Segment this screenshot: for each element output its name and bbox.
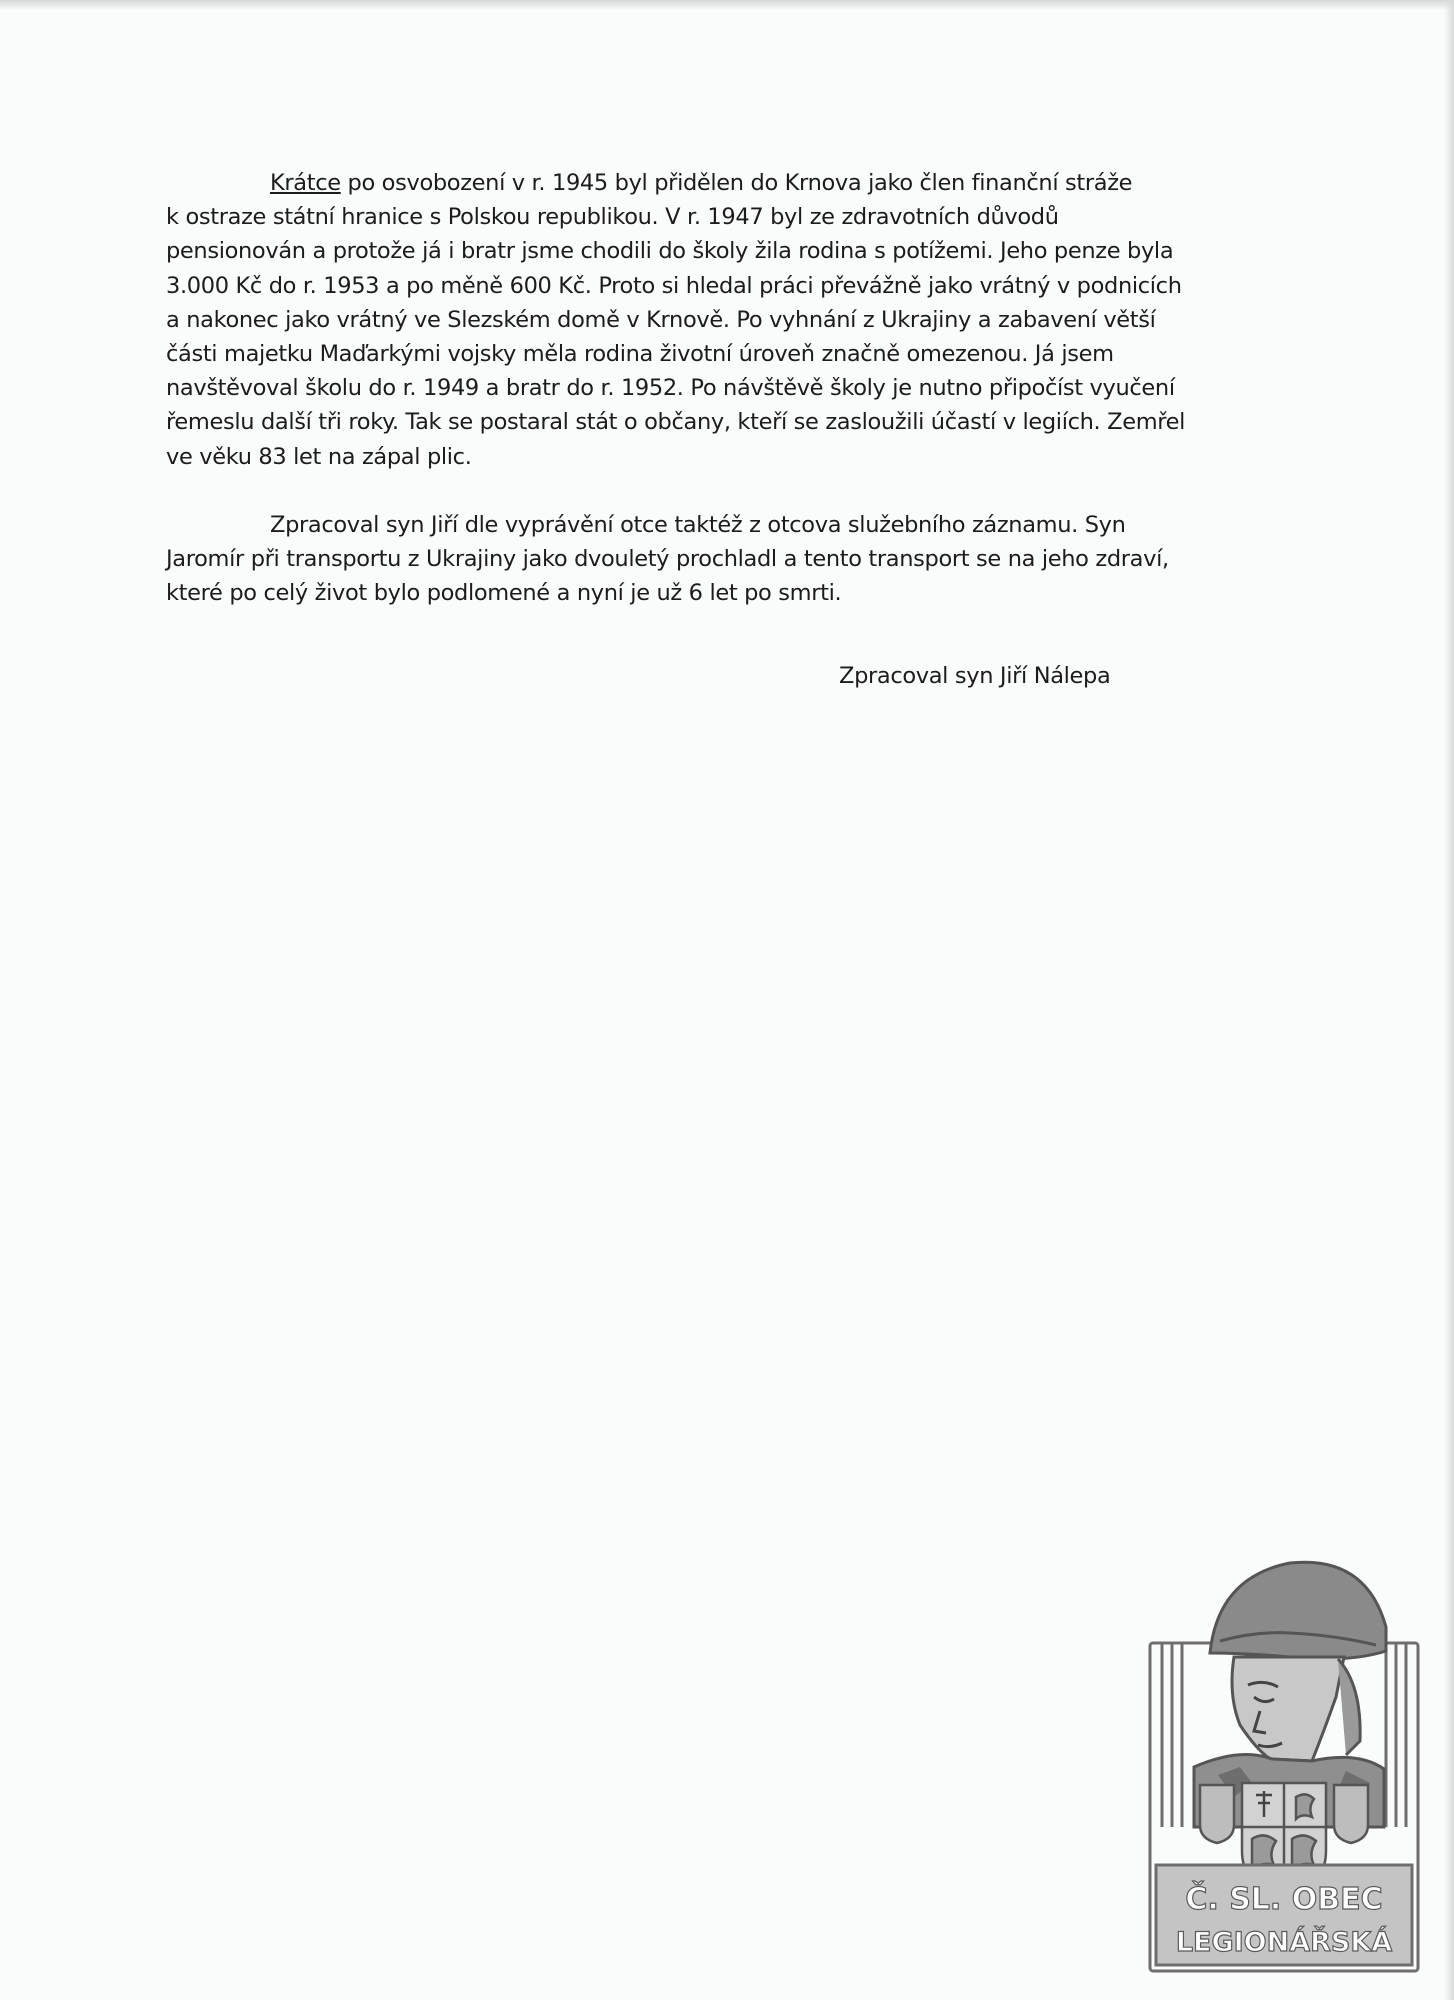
signature: Zpracoval syn Jiří Nálepa xyxy=(839,663,1111,689)
legion-emblem-logo xyxy=(1148,1535,1420,1975)
text-line xyxy=(166,166,1246,200)
paragraph-gap xyxy=(166,474,1246,508)
text-span: Zpracoval syn Jiří dle vyprávění otce taktéž z otcova služebního záznamu. Syn xyxy=(270,511,1126,538)
text-line: k ostraze státní hranice s Polskou republikou. V r. 1947 byl ze zdravotních důvodů xyxy=(166,204,1059,231)
emblem-text-line1: Č. SL. OBEC xyxy=(1185,1882,1383,1917)
text-line: řemeslu další tři roky. Tak se postaral stát o občany, kteří se zasloužili účastí v legiích. Zemřel xyxy=(166,409,1186,436)
text-line xyxy=(166,508,1246,542)
document-body xyxy=(166,166,1246,610)
text-line: které po celý život bylo podlomené a nyní je už 6 let po smrti. xyxy=(166,580,842,607)
text-line: navštěvoval školu do r. 1949 a bratr do r. 1952. Po návštěvě školy je nutno připočíst vyučení xyxy=(166,375,1175,402)
emblem-text-line2: LEGIONÁŘSKÁ xyxy=(1175,1927,1393,1958)
text-line: a nakonec jako vrátný ve Slezském domě v Krnově. Po vyhnání z Ukrajiny a zabavení větší xyxy=(166,306,1156,333)
text-line: Jaromír při transportu z Ukrajiny jako dvouletý prochladl a tento transport se na jeho zdraví, xyxy=(166,546,1169,573)
scan-edge-right xyxy=(1444,0,1454,2000)
scan-edge-top xyxy=(0,0,1454,10)
text-line: pensionován a protože já i bratr jsme chodili do školy žila rodina s potížemi. Jeho penze byla xyxy=(166,238,1174,265)
text-line: ve věku 83 let na zápal plic. xyxy=(166,443,472,470)
underlined-word: Krátce xyxy=(270,170,341,196)
text-line: 3.000 Kč do r. 1953 a po měně 600 Kč. Proto si hledal práci převážně jako vrátný v podnicích xyxy=(166,272,1182,299)
text-span: po osvobození v r. 1945 byl přidělen do Krnova jako člen finanční stráže xyxy=(340,170,1133,196)
text-line: části majetku Maďarkými vojsky měla rodina životní úroveň značně omezenou. Já jsem xyxy=(166,341,1114,368)
